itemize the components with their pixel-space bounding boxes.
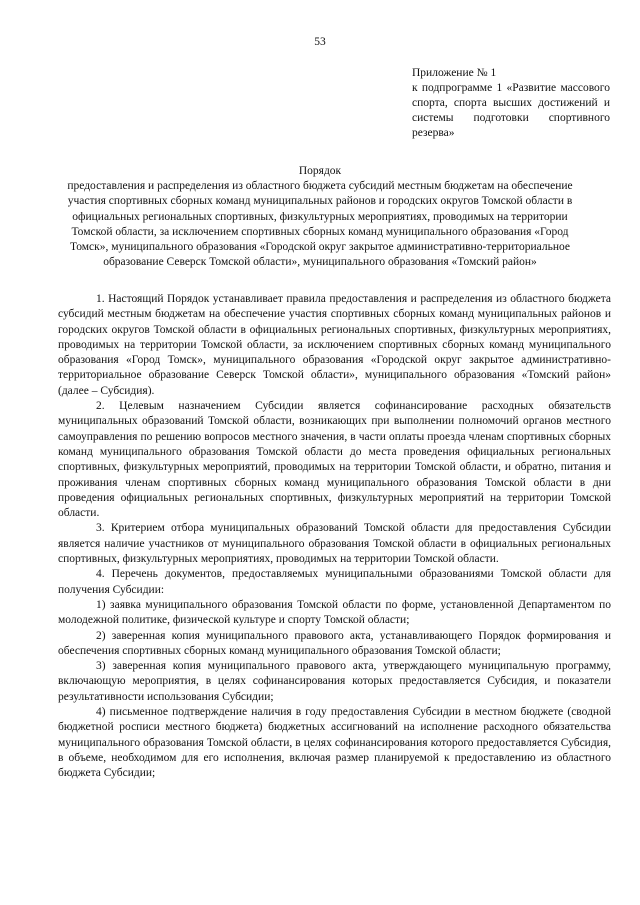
appendix-text: к подпрограмме 1 «Развитие массового спорта, спорта высших достижений и системы подготовки спортивного резерва»	[412, 82, 610, 139]
document-title: Порядок	[298, 165, 342, 177]
document-subtitle: предоставления и распределения из областного бюджета субсидий местным бюджетам на обеспечение участия спортивных сборных команд муниципальных районов и городских округов Томской области в официальных региональных спортивных, физкультурных мероприятиях, проводимых на территории Томской области, за исключением спортивных сборных команд муниципального образования «Город Томск», муниципального образования «Городской округ закрытое административно-территориальное образование Северск Томской области», муниципального образования «Томский район»	[67, 180, 573, 269]
list-item-1: 1) заявка муниципального образования Томской области по форме, установленной Департаментом по молодежной политике, физической культуре и спорту Томской области;	[58, 598, 611, 627]
appendix-block	[412, 66, 610, 141]
list-item-3: 3) заверенная копия муниципального правового акта, утверждающего муниципальную программу, включающую мероприятия, в целях софинансирования которых предоставляется Субсидия, и показатели результативности использования Субсидии;	[58, 660, 611, 703]
list-item-4: 4) письменное подтверждение наличия в году предоставления Субсидии в местном бюджете (сводной бюджетной росписи местного бюджета) бюджетных ассигнований на исполнение расходного обязательства муниципального образования Томской области, в целях софинансирования которого предоставляется Субсидия, в объеме, необходимом для его исполнения, включая размер планируемой к предоставлению из областного бюджета Субсидии;	[58, 706, 611, 780]
list-item-2: 2) заверенная копия муниципального правового акта, устанавливающего Порядок формирования и обеспечения спортивных сборных команд муниципального образования Томской области;	[58, 629, 611, 657]
document-body	[58, 292, 611, 782]
paragraph-4: 4. Перечень документов, предоставляемых муниципальными образованиями Томской области для получения Субсидии:	[58, 568, 611, 596]
paragraph-2: 2. Целевым назначением Субсидии является софинансирование расходных обязательств муниципальных образований Томской области, возникающих при выполнении полномочий органов местного самоуправления по решению вопросов местного значения, в части оплаты проезда членам спортивных сборных команд муниципального образования Томской области до места проведения официальных региональных спортивных, физкультурных мероприятий, проводимых на территории Томской области, и обратно, питания и проживания членам спортивных сборных команд муниципального образования Томской области в дни проведения официальных региональных спортивных, физкультурных мероприятий на территории Томской области.	[58, 400, 611, 520]
paragraph-1: 1. Настоящий Порядок устанавливает правила предоставления и распределения из областного бюджета субсидий местным бюджетам на обеспечение участия спортивных сборных команд муниципальных районов и городских округов Томской области в официальных региональных спортивных, физкультурных мероприятиях, проводимых на территории Томской области, за исключением спортивных сборных команд муниципального образования «Город Томск», муниципального образования «Городской округ закрытое административно-территориальное образование Северск Томской области», муниципального образования «Томский район» (далее – Субсидия).	[58, 293, 611, 397]
appendix-title: Приложение № 1	[412, 67, 497, 79]
page-number: 53	[314, 36, 326, 48]
paragraph-3: 3. Критерием отбора муниципальных образований Томской области для предоставления Субсидии является наличие участников от муниципального образования Томской области в официальных региональных спортивных, физкультурных мероприятиях, проводимых на территории Томской области.	[58, 522, 611, 566]
